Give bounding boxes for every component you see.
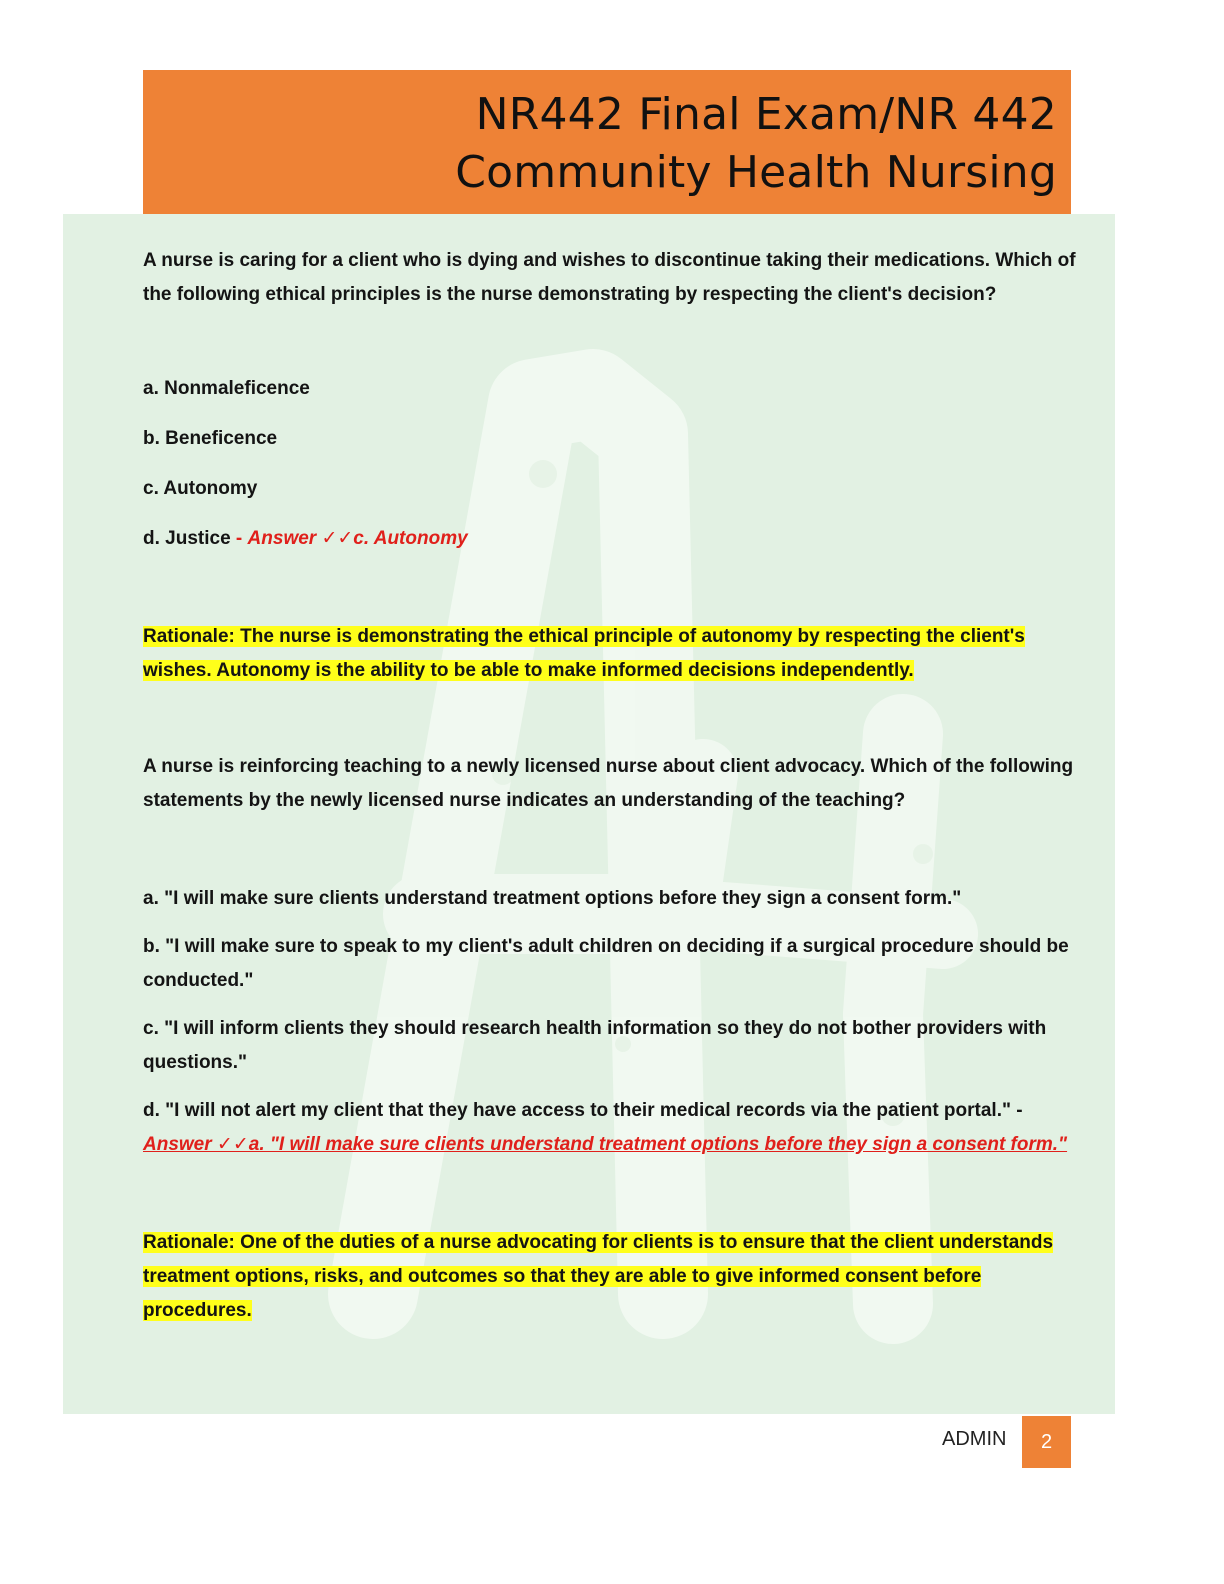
footer-author: ADMIN xyxy=(942,1428,1007,1450)
question-1-option-c: c. Autonomy xyxy=(143,478,258,499)
question-1-option-a: a. Nonmaleficence xyxy=(143,378,310,399)
question-1-option-d-line xyxy=(143,522,1083,556)
question-2-option-d: d. "I will not alert my client that they have access to their medical records via the patient portal." xyxy=(143,1100,1011,1121)
title-line-1: NR442 Final Exam/NR 442 xyxy=(475,89,1057,140)
question-2-option-b: b. "I will make sure to speak to my client's adult children on deciding if a surgical procedure should be conducted." xyxy=(143,936,1069,991)
question-2-rationale-block xyxy=(143,1226,1083,1328)
question-2-option-c: c. "I will inform clients they should research health information so they do not bother providers with questions." xyxy=(143,1018,1047,1073)
question-2-option-d-line xyxy=(143,1094,1083,1162)
question-1-rationale-block xyxy=(143,620,1083,688)
document-body xyxy=(143,244,1083,1328)
document-header xyxy=(143,70,1071,214)
question-2-option-a: a. "I will make sure clients understand treatment options before they sign a consent form." xyxy=(143,888,962,909)
question-1-stem: A nurse is caring for a client who is dying and wishes to discontinue taking their medications. Which of the following ethical principles is the nurse demonstrating by respecting the client's decision? xyxy=(143,250,1076,305)
page-number: 2 xyxy=(1022,1416,1071,1468)
question-2-stem: A nurse is reinforcing teaching to a newly licensed nurse about client advocacy. Which of the following statements by the newly licensed nurse indicates an understanding of the teaching? xyxy=(143,756,1074,811)
question-1-answer: Answer ✓✓c. Autonomy xyxy=(247,528,468,549)
question-2-answer-separator: - xyxy=(1011,1100,1023,1121)
question-1-option-b: b. Beneficence xyxy=(143,428,278,449)
question-1-rationale: Rationale: The nurse is demonstrating the ethical principle of autonomy by respecting the client's wishes. Autonomy is the ability to be able to make informed decisions independently. xyxy=(143,626,1025,681)
question-2-rationale: Rationale: One of the duties of a nurse advocating for clients is to ensure that the client understands treatment options, risks, and outcomes so that they are able to give informed consent before procedures. xyxy=(143,1232,1054,1321)
question-1-answer-separator: - xyxy=(230,528,248,549)
title-line-2: Community Health Nursing xyxy=(455,147,1057,198)
question-2-answer: Answer ✓✓a. "I will make sure clients understand treatment options before they sign a consent form." xyxy=(143,1134,1068,1155)
question-1-option-d: d. Justice xyxy=(143,528,231,549)
